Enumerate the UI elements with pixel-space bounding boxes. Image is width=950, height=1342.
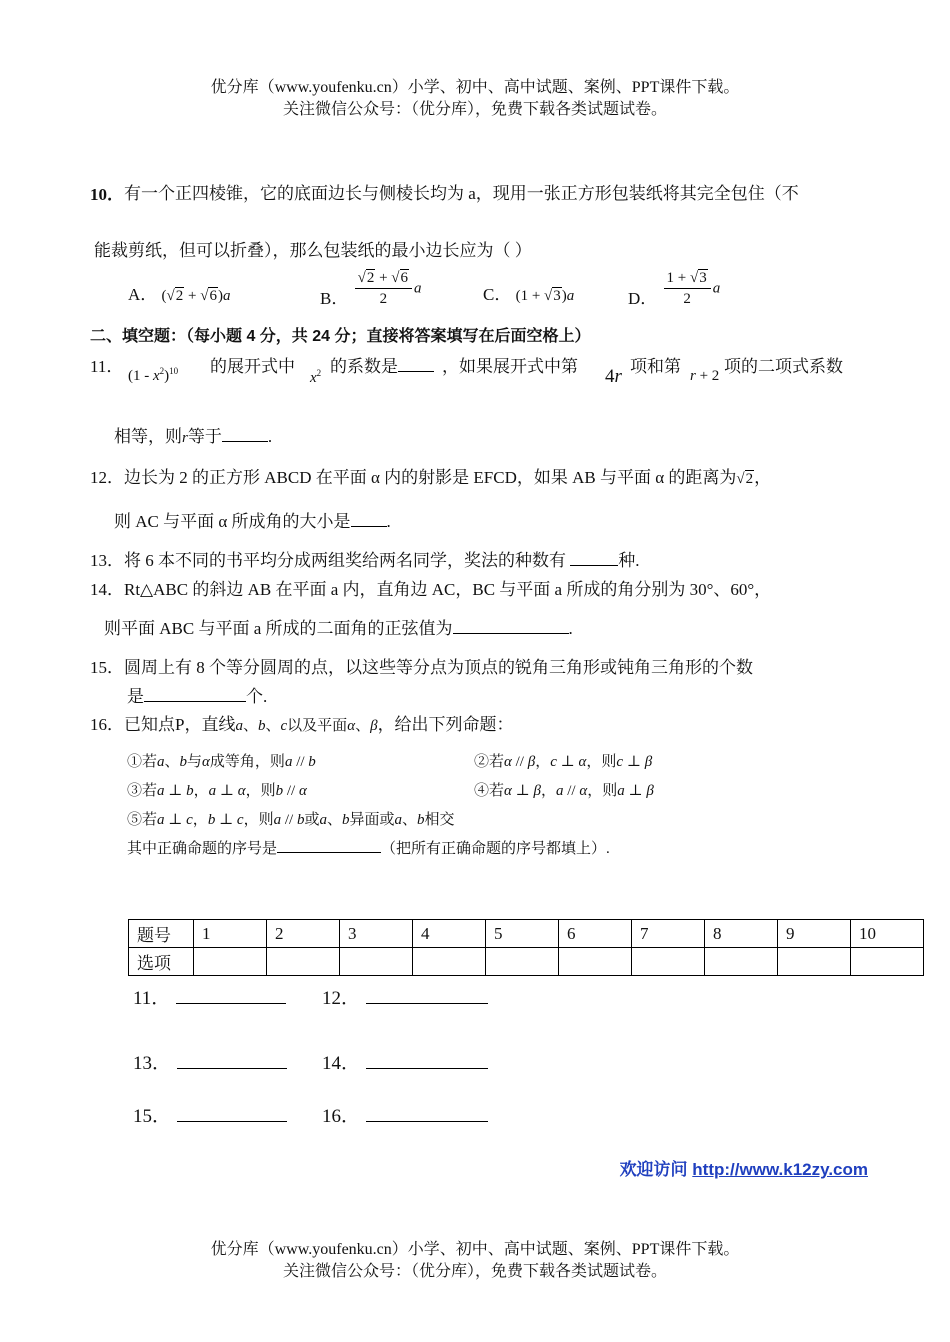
q11-text2-label: 的系数是 — [330, 357, 398, 376]
q10-number: 10． — [90, 185, 124, 204]
answer-grid-answer-row — [129, 948, 924, 976]
q11-text8: . — [267, 427, 273, 446]
q14-line1 — [90, 575, 771, 600]
answer-label: 16． — [322, 1106, 361, 1127]
q10-option-a-label: A． — [128, 285, 158, 304]
q14-text1: Rt△ABC 的斜边 AB 在平面 a 内，直角边 AC，BC 与平面 a 所成的角分别为 30°、60°， — [124, 580, 772, 599]
q11-text2 — [330, 352, 434, 377]
q11-text3: ，如果展开式中第 — [442, 357, 578, 376]
q16-prop2-label: ②若 — [474, 754, 505, 770]
q13-number: 13． — [90, 551, 124, 570]
answer-cell[interactable] — [632, 948, 705, 976]
q10-option-b: B． $\frac{√2 + √6}{2}$ a — [320, 270, 422, 309]
grid-cell: 2 — [267, 920, 340, 948]
q15-line2 — [127, 682, 267, 707]
q11-r-plus-2: r + 2 — [690, 368, 720, 384]
grid-cell: 选项 — [129, 948, 194, 976]
header-line-2: 关注微信公众号：（优分库），免费下载各类试题试卷。 — [282, 101, 667, 118]
answer-cell[interactable] — [340, 948, 413, 976]
q10-text1: 有一个正四棱锥，它的底面边长与侧棱长均为 a，现用一张正方形包装纸将其完全包住（不 — [124, 184, 799, 203]
q15-blank[interactable] — [144, 687, 246, 702]
q16-lines-expr: a — [235, 718, 243, 734]
q16-prop3-label: ③若 — [127, 783, 158, 799]
grid-cell: 6 — [559, 920, 632, 948]
page-footer — [0, 1239, 950, 1283]
q14-text2: 则平面 ABC 与平面 a 所成的二面角的正弦值为 — [104, 619, 453, 638]
q10-option-c-expr: (1 + √3)a — [515, 288, 575, 304]
answer-line-11 — [133, 983, 286, 1010]
q12-text2: ， — [754, 468, 772, 487]
q16-prop5-label: ⑤若 — [127, 812, 158, 828]
answer-label: 11． — [133, 988, 171, 1009]
q16-line1: 16．已知点P，直线a、b、c以及平面α、β，给出下列命题： — [90, 715, 514, 734]
q12-blank[interactable] — [351, 512, 387, 527]
q10-option-a-expr: (√2 + √6)a — [161, 288, 231, 304]
q11-number: 11． — [90, 357, 124, 376]
q16-prop4: ④若α ⊥ β，a // α，则a ⊥ β — [474, 783, 654, 799]
q10-option-d-label: D． — [628, 289, 658, 309]
q16-prop5: ⑤若a ⊥ c，b ⊥ c，则a // b或a、b异面或a、b相交 — [127, 812, 455, 828]
grid-cell: 4 — [413, 920, 486, 948]
q13-text2: 种. — [618, 551, 640, 570]
q14-blank[interactable] — [453, 619, 569, 634]
answer-blank[interactable] — [366, 1052, 488, 1069]
q10-option-c — [483, 280, 574, 305]
answer-cell[interactable] — [194, 948, 267, 976]
answer-label: 12． — [322, 988, 361, 1009]
q15-text2: 是 — [127, 687, 144, 706]
answer-blank[interactable] — [366, 987, 488, 1004]
q11-binomial: $(1 - x^2)^{10}$ — [128, 366, 179, 384]
q11-text4: 项和第 — [630, 357, 681, 376]
answer-line-12 — [322, 983, 488, 1010]
q11-text7: 等于 — [187, 427, 222, 446]
q12-text3: 则 AC 与平面 α 所成角的大小是 — [114, 512, 351, 531]
q10-option-b-label: B． — [320, 289, 349, 309]
q11-line2: 相等，则r等于 . — [114, 427, 273, 446]
grid-cell: 题号 — [129, 920, 194, 948]
q10-line2: 能裁剪纸，但可以折叠），那么包装纸的最小边长应为（ ） — [94, 241, 532, 260]
q11-x2: $x^2$ — [310, 368, 322, 386]
grid-cell: 5 — [486, 920, 559, 948]
q11-text5: 项的二项式系数 — [724, 357, 843, 376]
q16-prop4-label: ④若 — [474, 783, 505, 799]
answer-grid — [128, 919, 924, 976]
q11-line1 — [90, 352, 870, 392]
q16-tail — [127, 837, 610, 858]
q12-text4: . — [386, 512, 391, 531]
answer-line-16 — [322, 1101, 488, 1128]
answer-cell[interactable] — [851, 948, 924, 976]
answer-cell[interactable] — [267, 948, 340, 976]
answer-label: 15． — [133, 1106, 172, 1127]
answer-grid-header-row — [129, 920, 924, 948]
q12-line1 — [90, 463, 771, 488]
q16-tail1: 其中正确命题的序号是 — [127, 841, 278, 857]
page-header — [0, 77, 950, 121]
answer-cell[interactable] — [413, 948, 486, 976]
answer-line-14 — [322, 1048, 488, 1075]
q15-text3: 个. — [246, 687, 268, 706]
q16-blank[interactable] — [277, 838, 381, 853]
website-link-url[interactable]: http://www.k12zy.com — [692, 1160, 868, 1179]
footer-line-1: 优分库（www.youfenku.cn）小学、初中、高中试题、案例、PPT课件下载。 — [210, 1241, 740, 1258]
answer-blank[interactable] — [177, 1105, 287, 1122]
q16-text1: 已知点P，直线 — [124, 715, 236, 734]
section-2-title: 二、填空题：（每小题 4 分，共 24 分；直接将答案填写在后面空格上） — [90, 328, 591, 345]
q12-number: 12． — [90, 468, 124, 487]
answer-label: 13． — [133, 1053, 172, 1074]
q16-number: 16． — [90, 715, 124, 734]
answer-line-13 — [133, 1048, 287, 1075]
answer-line-15 — [133, 1101, 287, 1128]
q14-text3: . — [568, 619, 573, 638]
q15-number: 15． — [90, 658, 124, 677]
answer-cell[interactable] — [486, 948, 559, 976]
website-link-prefix: 欢迎访问 — [619, 1160, 693, 1179]
header-line-1: 优分库（www.youfenku.cn）小学、初中、高中试题、案例、PPT课件下载。 — [210, 79, 740, 96]
grid-cell: 7 — [632, 920, 705, 948]
grid-cell: 3 — [340, 920, 413, 948]
q16-prop2: ②若α // β，c ⊥ α，则c ⊥ β — [474, 754, 653, 770]
q10-option-c-label: C． — [483, 285, 512, 304]
website-link[interactable] — [620, 1155, 868, 1180]
q10-option-a — [128, 280, 230, 305]
q10-option-b-frac: $\frac{√2 + √6}{2}$ — [355, 268, 412, 309]
q12-line2 — [114, 507, 391, 532]
q12-text1: 边长为 2 的正方形 ABCD 在平面 α 内的射影是 EFCD，如果 AB 与平面 α 的距离为 — [124, 468, 737, 487]
grid-cell: 8 — [705, 920, 778, 948]
q16-tail2: （把所有正确命题的序号都填上）. — [381, 841, 610, 857]
answer-blank[interactable] — [177, 1052, 287, 1069]
q14-number: 14． — [90, 580, 124, 599]
q15-text1: 圆周上有 8 个等分圆周的点，以这些等分点为顶点的锐角三角形或钝角三角形的个数 — [124, 658, 753, 677]
answer-blank[interactable] — [366, 1105, 488, 1122]
answer-label: 14． — [322, 1053, 361, 1074]
q13-line — [90, 546, 640, 571]
answer-cell[interactable] — [705, 948, 778, 976]
answer-cell[interactable] — [559, 948, 632, 976]
grid-cell: 10 — [851, 920, 924, 948]
q11-blank2[interactable] — [222, 427, 268, 442]
q13-text1: 将 6 本不同的书平均分成两组奖给两名同学，奖法的种数有 — [124, 551, 571, 570]
grid-cell: 1 — [194, 920, 267, 948]
q16-text2: ，给出下列命题： — [377, 715, 514, 734]
q10-option-d: D． $\frac{1 + √3}{2}$ a — [628, 270, 721, 309]
q11-text6: 相等，则 — [114, 427, 182, 446]
q16-prop1-label: ①若 — [127, 754, 158, 770]
q11-text1: 的展开式中 — [210, 357, 295, 376]
q13-blank[interactable] — [570, 551, 618, 566]
q10-line1 — [90, 180, 869, 208]
q16-prop1: ①若a、b与α成等角，则a // b — [127, 754, 316, 770]
q15-line1 — [90, 653, 753, 678]
q12-sqrt2: √2 — [736, 471, 754, 487]
q11-4r: 4r — [605, 366, 622, 387]
q10-option-d-frac: $\frac{1 + √3}{2}$ — [664, 268, 711, 309]
footer-line-2: 关注微信公众号：（优分库），免费下载各类试题试卷。 — [282, 1263, 667, 1280]
q14-line2 — [104, 614, 573, 639]
q11-blank1[interactable] — [398, 357, 434, 372]
answer-cell[interactable] — [778, 948, 851, 976]
q16-prop3: ③若a ⊥ b，a ⊥ α，则b // α — [127, 783, 307, 799]
answer-blank[interactable] — [176, 987, 286, 1004]
grid-cell: 9 — [778, 920, 851, 948]
